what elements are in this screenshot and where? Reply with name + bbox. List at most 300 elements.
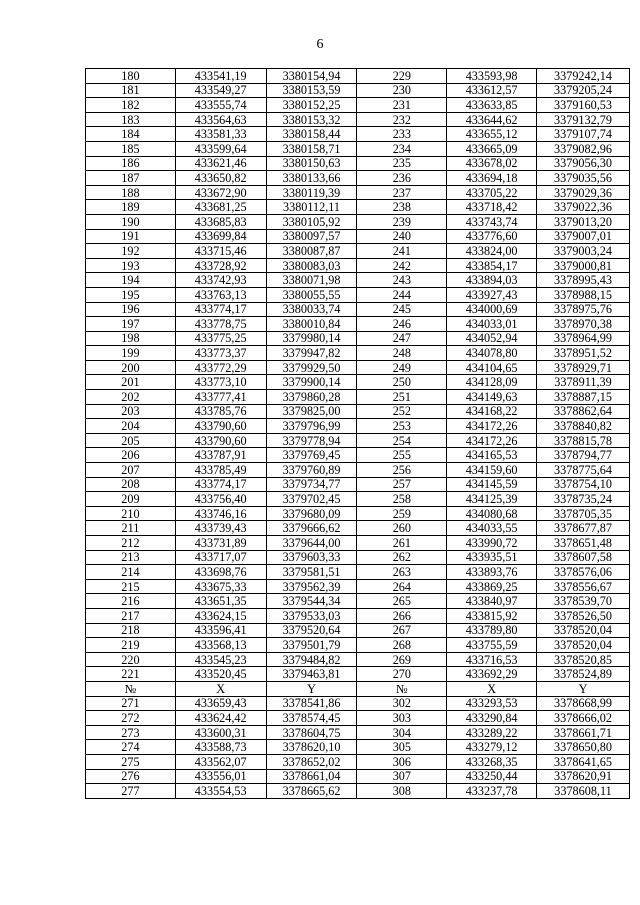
table-cell: 433785,76 <box>175 404 266 419</box>
table-cell: 433990,72 <box>447 536 537 551</box>
table-cell: 3379644,00 <box>266 536 357 551</box>
table-cell: 434172,26 <box>447 433 537 448</box>
table-cell: 433742,93 <box>175 273 266 288</box>
table-cell: 3379680,09 <box>266 506 357 521</box>
table-cell: 230 <box>357 83 447 98</box>
table-cell: 3378862,64 <box>537 404 630 419</box>
table-cell: 219 <box>86 638 176 653</box>
table-cell: 3378677,87 <box>537 521 630 536</box>
table-row <box>86 536 630 551</box>
table-cell: 433893,76 <box>447 565 537 580</box>
table-cell: 265 <box>357 594 447 609</box>
table-cell: 255 <box>357 448 447 463</box>
table-cell: 303 <box>357 711 447 726</box>
table-cell: 202 <box>86 390 176 405</box>
table-cell: 3380158,71 <box>266 141 357 156</box>
table-row <box>86 550 630 565</box>
table-row <box>86 404 630 419</box>
coordinates-table <box>85 68 630 799</box>
coordinates-table-bottom-body <box>86 696 630 798</box>
table-cell: 3379013,20 <box>537 214 630 229</box>
table-cell: 3378526,50 <box>537 608 630 623</box>
table-row <box>86 579 630 594</box>
table-cell: 3378604,75 <box>266 725 357 740</box>
table-row <box>86 711 630 726</box>
table-cell: 250 <box>357 375 447 390</box>
table-cell: 238 <box>357 200 447 215</box>
table-cell: 433787,91 <box>175 448 266 463</box>
table-cell: 217 <box>86 608 176 623</box>
table-cell: 433755,59 <box>447 638 537 653</box>
table-cell: 3378970,38 <box>537 317 630 332</box>
table-cell: 434172,26 <box>447 419 537 434</box>
table-cell: 3378840,82 <box>537 419 630 434</box>
table-cell: 264 <box>357 579 447 594</box>
table-cell: 248 <box>357 346 447 361</box>
table-cell: 261 <box>357 536 447 551</box>
table-cell: 201 <box>86 375 176 390</box>
table-cell: 269 <box>357 652 447 667</box>
table-cell: 3378608,11 <box>537 784 630 799</box>
table-cell: 433621,46 <box>175 156 266 171</box>
table-cell: 3379160,53 <box>537 98 630 113</box>
table-cell: 433541,19 <box>175 69 266 84</box>
table-cell: 434052,94 <box>447 331 537 346</box>
table-cell: 433894,03 <box>447 273 537 288</box>
table-cell: 198 <box>86 331 176 346</box>
table-row <box>86 171 630 186</box>
table-cell: 194 <box>86 273 176 288</box>
table-row <box>86 433 630 448</box>
table-cell: 433774,17 <box>175 477 266 492</box>
table-cell: 3379581,51 <box>266 565 357 580</box>
table-cell: 433562,07 <box>175 754 266 769</box>
table-cell: 3379900,14 <box>266 375 357 390</box>
table-cell: 3380105,92 <box>266 214 357 229</box>
table-cell: 3379603,33 <box>266 550 357 565</box>
table-cell: 3379000,81 <box>537 258 630 273</box>
table-cell: 3378666,02 <box>537 711 630 726</box>
table-cell: 433815,92 <box>447 608 537 623</box>
table-cell: 433775,25 <box>175 331 266 346</box>
table-row <box>86 229 630 244</box>
table-cell: 247 <box>357 331 447 346</box>
table-row <box>86 156 630 171</box>
table-cell: 232 <box>357 112 447 127</box>
table-cell: 433746,16 <box>175 506 266 521</box>
table-cell: 263 <box>357 565 447 580</box>
table-cell: 3380097,57 <box>266 229 357 244</box>
table-row <box>86 141 630 156</box>
table-cell: 433692,29 <box>447 667 537 682</box>
table-cell: 434168,22 <box>447 404 537 419</box>
table-cell: 3379205,24 <box>537 83 630 98</box>
table-cell: 433694,18 <box>447 171 537 186</box>
table-cell: 3380071,98 <box>266 273 357 288</box>
table-cell: 433790,60 <box>175 433 266 448</box>
table-row <box>86 754 630 769</box>
table-cell: 270 <box>357 667 447 682</box>
table-cell: 190 <box>86 214 176 229</box>
table-cell: 434128,09 <box>447 375 537 390</box>
table-cell: 3378668,99 <box>537 696 630 711</box>
table-cell: 433705,22 <box>447 185 537 200</box>
table-cell: 433651,35 <box>175 594 266 609</box>
table-cell: 3378964,99 <box>537 331 630 346</box>
table-cell: 3379769,45 <box>266 448 357 463</box>
table-row <box>86 506 630 521</box>
table-cell: 3378887,15 <box>537 390 630 405</box>
table-cell: 266 <box>357 608 447 623</box>
table-cell: 249 <box>357 360 447 375</box>
table-cell: 3379666,62 <box>266 521 357 536</box>
table-cell: 433698,76 <box>175 565 266 580</box>
table-cell: 433268,35 <box>447 754 537 769</box>
table-row <box>86 273 630 288</box>
table-cell: 275 <box>86 754 176 769</box>
table-cell: 3379702,45 <box>266 492 357 507</box>
table-cell: 211 <box>86 521 176 536</box>
table-cell: 231 <box>357 98 447 113</box>
table-cell: 305 <box>357 740 447 755</box>
table-row <box>86 784 630 799</box>
table-cell: 302 <box>357 696 447 711</box>
table-cell: 3378541,86 <box>266 696 357 711</box>
table-cell: 233 <box>357 127 447 142</box>
table-cell: 433728,92 <box>175 258 266 273</box>
table-cell: 434078,80 <box>447 346 537 361</box>
table-cell: 214 <box>86 565 176 580</box>
table-cell: 246 <box>357 317 447 332</box>
table-cell: 3379056,30 <box>537 156 630 171</box>
table-row <box>86 127 630 142</box>
table-cell: 3380154,94 <box>266 69 357 84</box>
table-cell: 433840,97 <box>447 594 537 609</box>
table-cell: 433293,53 <box>447 696 537 711</box>
table-cell: 218 <box>86 623 176 638</box>
table-cell: 188 <box>86 185 176 200</box>
table-row <box>86 521 630 536</box>
table-cell: 3378661,71 <box>537 725 630 740</box>
table-cell: 272 <box>86 711 176 726</box>
table-cell: 433672,90 <box>175 185 266 200</box>
coordinates-table-header <box>86 681 630 696</box>
table-cell: 195 <box>86 287 176 302</box>
table-cell: 3378705,35 <box>537 506 630 521</box>
table-cell: 433289,22 <box>447 725 537 740</box>
table-cell: 433250,44 <box>447 769 537 784</box>
table-row <box>86 185 630 200</box>
table-cell: 433731,89 <box>175 536 266 551</box>
table-cell: 276 <box>86 769 176 784</box>
table-cell: 3378975,76 <box>537 302 630 317</box>
table-cell: 200 <box>86 360 176 375</box>
table-cell: 433675,33 <box>175 579 266 594</box>
table-cell: 192 <box>86 244 176 259</box>
table-cell: 3379003,24 <box>537 244 630 259</box>
table-row <box>86 69 630 84</box>
table-row <box>86 492 630 507</box>
table-row <box>86 652 630 667</box>
table-cell: 433596,41 <box>175 623 266 638</box>
table-cell: 268 <box>357 638 447 653</box>
table-cell: 433633,85 <box>447 98 537 113</box>
table-cell: 243 <box>357 273 447 288</box>
table-cell: 434080,68 <box>447 506 537 521</box>
table-cell: 260 <box>357 521 447 536</box>
table-cell: 433743,74 <box>447 214 537 229</box>
table-cell: 3378929,71 <box>537 360 630 375</box>
table-cell: 3378911,39 <box>537 375 630 390</box>
table-cell: 3379760,89 <box>266 463 357 478</box>
table-cell: 3380033,74 <box>266 302 357 317</box>
table-cell: 433927,43 <box>447 287 537 302</box>
table-cell: 3380010,84 <box>266 317 357 332</box>
table-cell: 433659,43 <box>175 696 266 711</box>
table-row <box>86 112 630 127</box>
table-cell: 433556,01 <box>175 769 266 784</box>
table-cell: 237 <box>357 185 447 200</box>
table-cell: 189 <box>86 200 176 215</box>
table-cell: 3378520,85 <box>537 652 630 667</box>
table-row <box>86 360 630 375</box>
table-cell: 259 <box>357 506 447 521</box>
table-cell: 433600,31 <box>175 725 266 740</box>
table-cell: 434145,59 <box>447 477 537 492</box>
table-cell: 3379734,77 <box>266 477 357 492</box>
table-row <box>86 214 630 229</box>
table-cell: 191 <box>86 229 176 244</box>
table-cell: 234 <box>357 141 447 156</box>
table-cell: 433854,17 <box>447 258 537 273</box>
table-cell: 433756,40 <box>175 492 266 507</box>
table-cell: 3379778,94 <box>266 433 357 448</box>
table-row <box>86 419 630 434</box>
table-cell: 184 <box>86 127 176 142</box>
table-header-cell: X <box>447 681 537 696</box>
table-row <box>86 623 630 638</box>
table-cell: 3378607,58 <box>537 550 630 565</box>
table-cell: 3379980,14 <box>266 331 357 346</box>
table-cell: 3378620,10 <box>266 740 357 755</box>
table-cell: 433549,27 <box>175 83 266 98</box>
table-row <box>86 258 630 273</box>
table-cell: 271 <box>86 696 176 711</box>
table-header-row <box>86 681 630 696</box>
table-cell: 434104,65 <box>447 360 537 375</box>
table-cell: 3378520,04 <box>537 623 630 638</box>
table-cell: 308 <box>357 784 447 799</box>
table-cell: 3380158,44 <box>266 127 357 142</box>
table-cell: 253 <box>357 419 447 434</box>
table-cell: 273 <box>86 725 176 740</box>
table-header-cell: Y <box>537 681 630 696</box>
table-cell: 220 <box>86 652 176 667</box>
table-cell: 3380153,32 <box>266 112 357 127</box>
table-cell: 433718,42 <box>447 200 537 215</box>
table-cell: 433681,25 <box>175 200 266 215</box>
table-cell: 3379501,79 <box>266 638 357 653</box>
table-cell: 433564,63 <box>175 112 266 127</box>
table-cell: 196 <box>86 302 176 317</box>
coordinates-table-top-body <box>86 69 630 682</box>
table-cell: 207 <box>86 463 176 478</box>
table-cell: 244 <box>357 287 447 302</box>
table-cell: 199 <box>86 346 176 361</box>
table-cell: 274 <box>86 740 176 755</box>
table-cell: 434125,39 <box>447 492 537 507</box>
table-cell: 3378661,04 <box>266 769 357 784</box>
table-cell: 3379860,28 <box>266 390 357 405</box>
table-row <box>86 448 630 463</box>
table-cell: 277 <box>86 784 176 799</box>
table-cell: 306 <box>357 754 447 769</box>
table-row <box>86 287 630 302</box>
table-cell: 433554,53 <box>175 784 266 799</box>
table-cell: 433599,64 <box>175 141 266 156</box>
table-cell: 3378995,43 <box>537 273 630 288</box>
table-cell: 434033,01 <box>447 317 537 332</box>
table-cell: 3378539,70 <box>537 594 630 609</box>
table-cell: 304 <box>357 725 447 740</box>
table-cell: 3379242,14 <box>537 69 630 84</box>
table-cell: 433237,78 <box>447 784 537 799</box>
table-row <box>86 477 630 492</box>
table-cell: 3380153,59 <box>266 83 357 98</box>
table-cell: 3378641,65 <box>537 754 630 769</box>
table-cell: 185 <box>86 141 176 156</box>
table-cell: 206 <box>86 448 176 463</box>
table-cell: 433685,83 <box>175 214 266 229</box>
table-cell: 3379484,82 <box>266 652 357 667</box>
table-cell: 3380087,87 <box>266 244 357 259</box>
table-cell: 3379533,03 <box>266 608 357 623</box>
table-cell: 3378651,48 <box>537 536 630 551</box>
table-cell: 3378815,78 <box>537 433 630 448</box>
table-cell: 433778,75 <box>175 317 266 332</box>
table-cell: 434165,53 <box>447 448 537 463</box>
table-row <box>86 769 630 784</box>
table-cell: 434000,69 <box>447 302 537 317</box>
table-cell: 241 <box>357 244 447 259</box>
table-cell: 3378652,02 <box>266 754 357 769</box>
table-cell: 434149,63 <box>447 390 537 405</box>
table-cell: 3379132,79 <box>537 112 630 127</box>
table-cell: 3379796,99 <box>266 419 357 434</box>
table-cell: 433763,13 <box>175 287 266 302</box>
table-cell: 209 <box>86 492 176 507</box>
table-cell: 215 <box>86 579 176 594</box>
table-cell: 433776,60 <box>447 229 537 244</box>
table-cell: 203 <box>86 404 176 419</box>
table-row <box>86 302 630 317</box>
table-cell: 434159,60 <box>447 463 537 478</box>
table-cell: 3380133,66 <box>266 171 357 186</box>
table-cell: 433655,12 <box>447 127 537 142</box>
table-row <box>86 331 630 346</box>
table-cell: 433785,49 <box>175 463 266 478</box>
table-cell: 433699,84 <box>175 229 266 244</box>
table-cell: 3380119,39 <box>266 185 357 200</box>
table-cell: 3380055,55 <box>266 287 357 302</box>
table-cell: 433772,29 <box>175 360 266 375</box>
table-cell: 433624,42 <box>175 711 266 726</box>
table-cell: 3378735,24 <box>537 492 630 507</box>
table-cell: 239 <box>357 214 447 229</box>
table-cell: 433593,98 <box>447 69 537 84</box>
table-cell: 433773,10 <box>175 375 266 390</box>
table-cell: 433520,45 <box>175 667 266 682</box>
table-cell: 433644,62 <box>447 112 537 127</box>
table-cell: 3378524,89 <box>537 667 630 682</box>
table-cell: 256 <box>357 463 447 478</box>
table-cell: 235 <box>357 156 447 171</box>
table-cell: 433588,73 <box>175 740 266 755</box>
table-cell: 229 <box>357 69 447 84</box>
table-cell: 3378574,45 <box>266 711 357 726</box>
page-number: 6 <box>316 37 324 52</box>
table-cell: 204 <box>86 419 176 434</box>
table-cell: 3380152,25 <box>266 98 357 113</box>
table-cell: 3379463,81 <box>266 667 357 682</box>
table-header-cell: № <box>86 681 176 696</box>
table-cell: 205 <box>86 433 176 448</box>
table-cell: 193 <box>86 258 176 273</box>
table-cell: 3380112,11 <box>266 200 357 215</box>
table-row <box>86 463 630 478</box>
table-cell: 3378620,91 <box>537 769 630 784</box>
table-cell: 210 <box>86 506 176 521</box>
table-cell: 433665,09 <box>447 141 537 156</box>
table-cell: 262 <box>357 550 447 565</box>
table-cell: 433555,74 <box>175 98 266 113</box>
table-cell: 182 <box>86 98 176 113</box>
table-cell: 3379929,50 <box>266 360 357 375</box>
table-cell: 267 <box>357 623 447 638</box>
table-cell: 3379544,34 <box>266 594 357 609</box>
table-cell: 3379029,36 <box>537 185 630 200</box>
table-cell: 433545,23 <box>175 652 266 667</box>
table-cell: 212 <box>86 536 176 551</box>
table-cell: 307 <box>357 769 447 784</box>
table-cell: 258 <box>357 492 447 507</box>
table-cell: 433715,46 <box>175 244 266 259</box>
table-cell: 252 <box>357 404 447 419</box>
table-cell: 3379562,39 <box>266 579 357 594</box>
table-cell: 3379007,01 <box>537 229 630 244</box>
table-row <box>86 83 630 98</box>
table-row <box>86 98 630 113</box>
table-cell: 433716,53 <box>447 652 537 667</box>
table-row <box>86 667 630 682</box>
table-cell: 3378520,04 <box>537 638 630 653</box>
table-cell: 433678,02 <box>447 156 537 171</box>
table-cell: 433624,15 <box>175 608 266 623</box>
table-cell: 433777,41 <box>175 390 266 405</box>
table-cell: 186 <box>86 156 176 171</box>
table-cell: 433581,33 <box>175 127 266 142</box>
table-cell: 3378556,67 <box>537 579 630 594</box>
table-row <box>86 317 630 332</box>
table-row <box>86 696 630 711</box>
table-cell: 183 <box>86 112 176 127</box>
table-row <box>86 375 630 390</box>
table-cell: 433789,80 <box>447 623 537 638</box>
table-row <box>86 200 630 215</box>
table-cell: 3378988,15 <box>537 287 630 302</box>
table-cell: 181 <box>86 83 176 98</box>
table-cell: 3378576,06 <box>537 565 630 580</box>
